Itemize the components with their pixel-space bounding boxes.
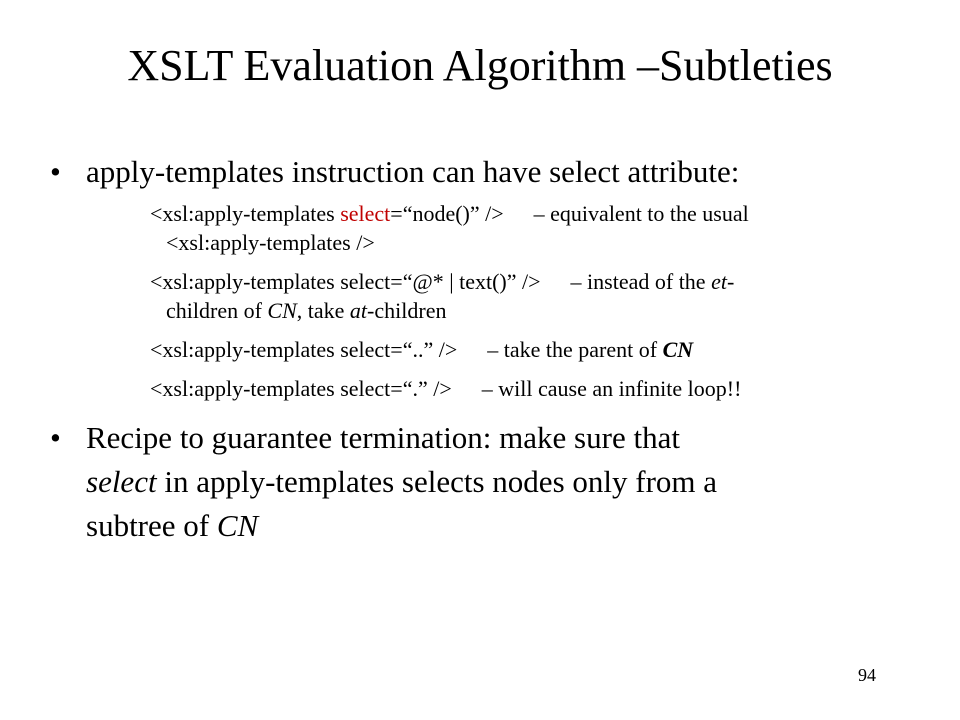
bullet-2-line-3 xyxy=(86,506,258,546)
bullet-2-cn: CN xyxy=(216,508,259,543)
bullet-2-line-1: Recipe to guarantee termination: make sure that xyxy=(86,420,680,455)
bullet-2-line-2 xyxy=(86,462,717,502)
example-3-cn: CN xyxy=(662,337,694,362)
bullet-2 xyxy=(50,418,680,458)
slide-title: XSLT Evaluation Algorithm –Subtleties xyxy=(127,41,833,90)
example-4-code: <xsl:apply-templates select=“.” /> xyxy=(150,376,452,401)
example-3 xyxy=(150,336,693,364)
example-3-code: <xsl:apply-templates select=“..” /> xyxy=(150,337,458,362)
example-2-code: <xsl:apply-templates select=“@* | text()” /> xyxy=(150,269,541,294)
bullet-dot: • xyxy=(50,154,61,189)
example-1-continuation xyxy=(150,229,375,257)
example-2 xyxy=(150,268,734,296)
example-2-cont-c: -children xyxy=(367,298,447,323)
example-1-select-attr: select xyxy=(340,201,391,226)
example-4 xyxy=(150,375,741,403)
example-4-description: – will cause an infinite loop!! xyxy=(481,376,742,401)
example-2-et: et- xyxy=(711,269,735,294)
example-2-cn: CN xyxy=(267,298,297,323)
page-number: 94 xyxy=(858,665,876,685)
example-2-at: at xyxy=(349,298,368,323)
example-1 xyxy=(150,200,749,228)
bullet-2-line-3-a: subtree of xyxy=(86,508,217,543)
example-2-description: – instead of the xyxy=(570,269,712,294)
bullet-1-text: apply-templates instruction can have select attribute: xyxy=(86,154,740,189)
example-3-description: – take the parent of xyxy=(487,337,663,362)
example-1-code-end: =“node()” /> xyxy=(390,201,504,226)
bullet-2-select: select xyxy=(86,464,157,499)
example-2-cont-a: children of xyxy=(166,298,268,323)
bullet-dot: • xyxy=(50,420,61,455)
bullet-2-line-2-rest: in apply-templates selects nodes only from a xyxy=(156,464,718,499)
example-1-description: – equivalent to the usual xyxy=(533,201,749,226)
example-2-cont-b: , take xyxy=(296,298,350,323)
bullet-1 xyxy=(50,152,739,192)
example-1-cont-code: <xsl:apply-templates /> xyxy=(166,230,375,255)
example-2-continuation xyxy=(150,297,446,325)
example-1-code-start: <xsl:apply-templates xyxy=(150,201,341,226)
